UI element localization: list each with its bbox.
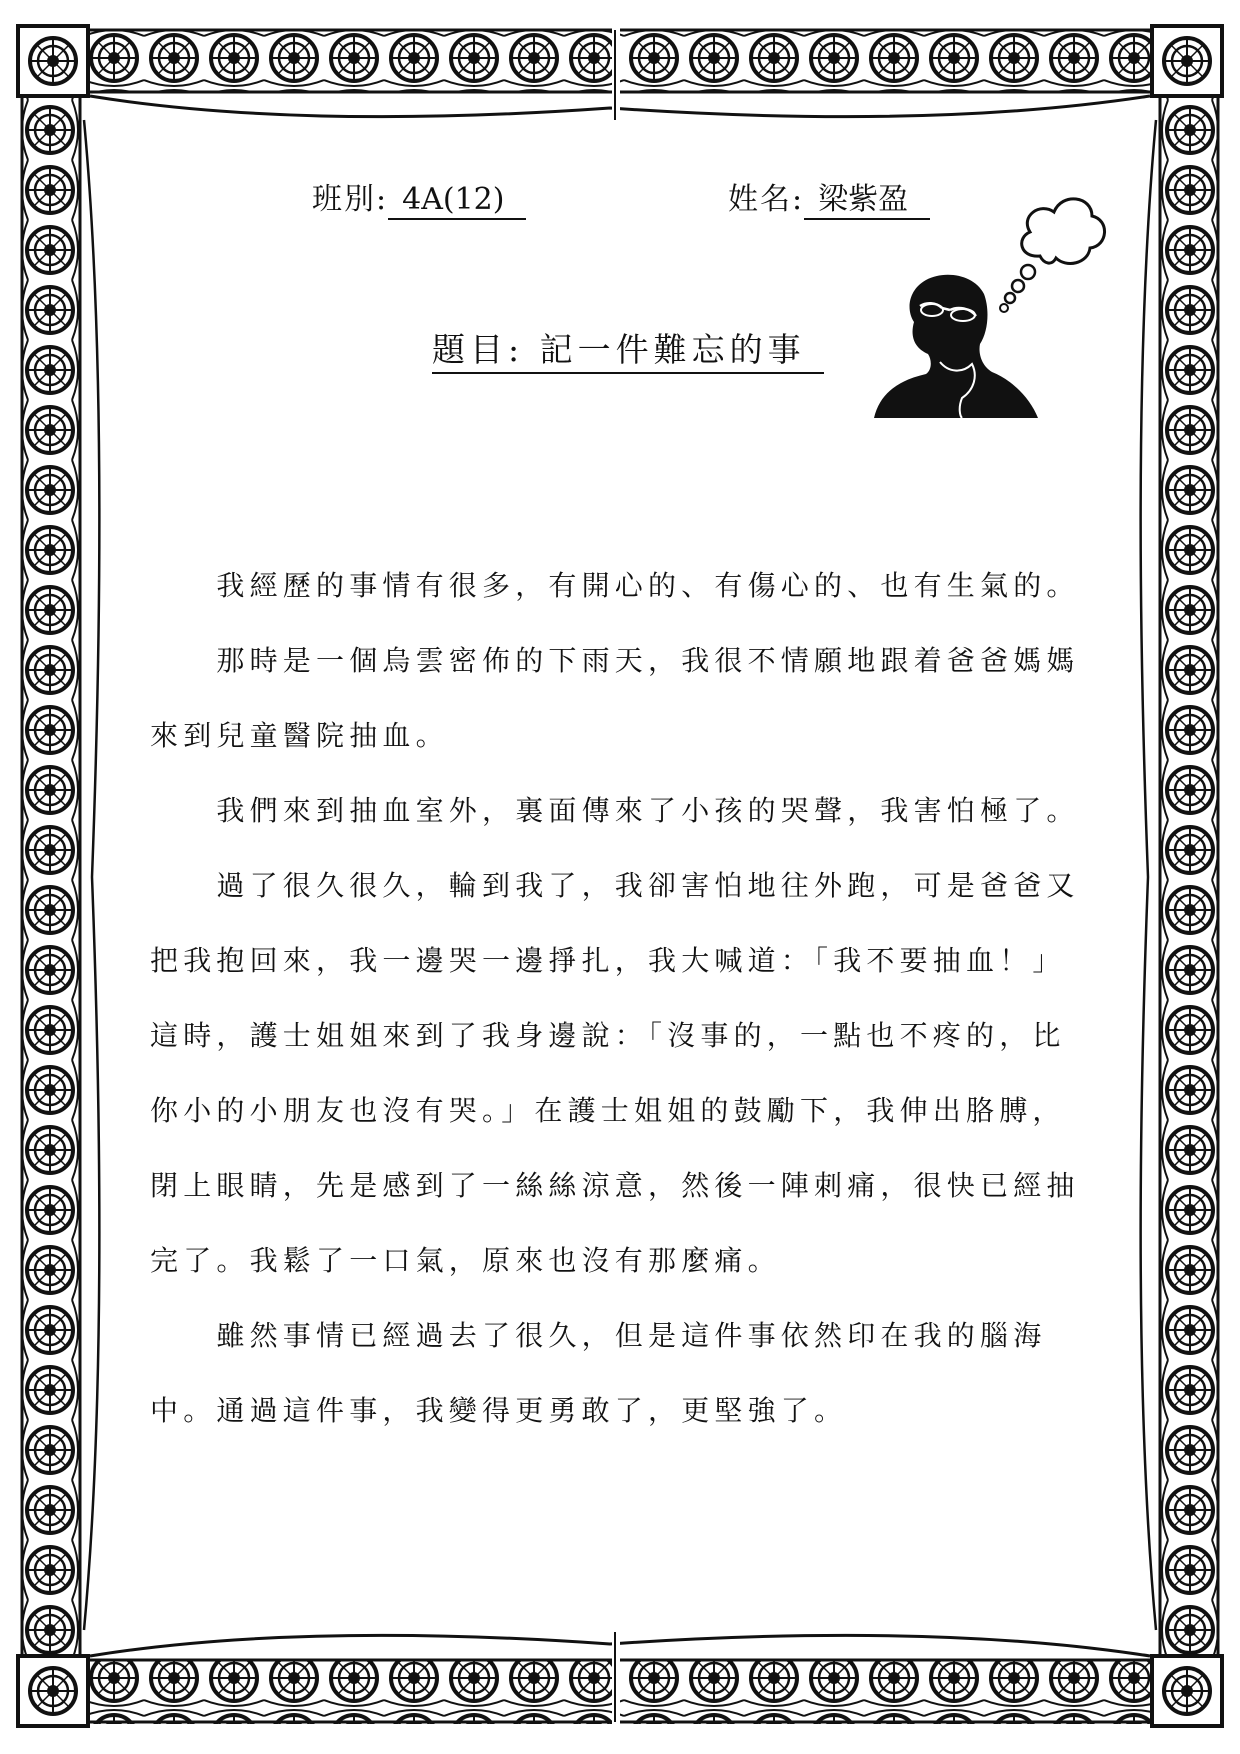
essay-title: 題目: 記一件難忘的事 [432, 328, 824, 374]
class-field [312, 180, 526, 220]
thinking-person-icon [870, 176, 1110, 422]
essay-paragraph: 雖然事情已經過去了很久，但是這件事依然印在我的腦海 中。通過這件事，我變得更勇敢了，更堅強了。 [150, 1319, 1047, 1427]
essay-paragraph: 我們來到抽血室外，裏面傳來了小孩的哭聲，我害怕極了。 [150, 794, 1080, 827]
essay-body [150, 548, 1090, 1448]
class-value: 4A(12) [388, 182, 526, 220]
class-label: 班別: [312, 182, 389, 217]
essay-paragraph: 過了很久很久，輪到我了，我卻害怕地往外跑，可是爸爸又 把我抱回來，我一邊哭一邊掙扎，我大喊道：「我不要抽血！」 這時，護士姐姐來到了我身邊說：「沒事的，一點也不疼的，比 你小的小朋友也沒有哭。」在護士姐姐的鼓勵下，我伸出胳膊， 閉上眼睛，先是感到了一絲絲涼意，然後一陣刺痛，很快已經抽 完了。我鬆了一口氣，原來也沒有那麼痛。 [150, 869, 1080, 1277]
name-label: 姓名: [728, 182, 805, 217]
essay-paragraph: 那時是一個烏雲密佈的下雨天，我很不情願地跟着爸爸媽媽 來到兒童醫院抽血。 [150, 644, 1080, 752]
essay-paragraph: 我經歷的事情有很多，有開心的、有傷心的、也有生氣的。 [150, 569, 1080, 602]
name-value: 梁紫盈 [804, 182, 930, 220]
